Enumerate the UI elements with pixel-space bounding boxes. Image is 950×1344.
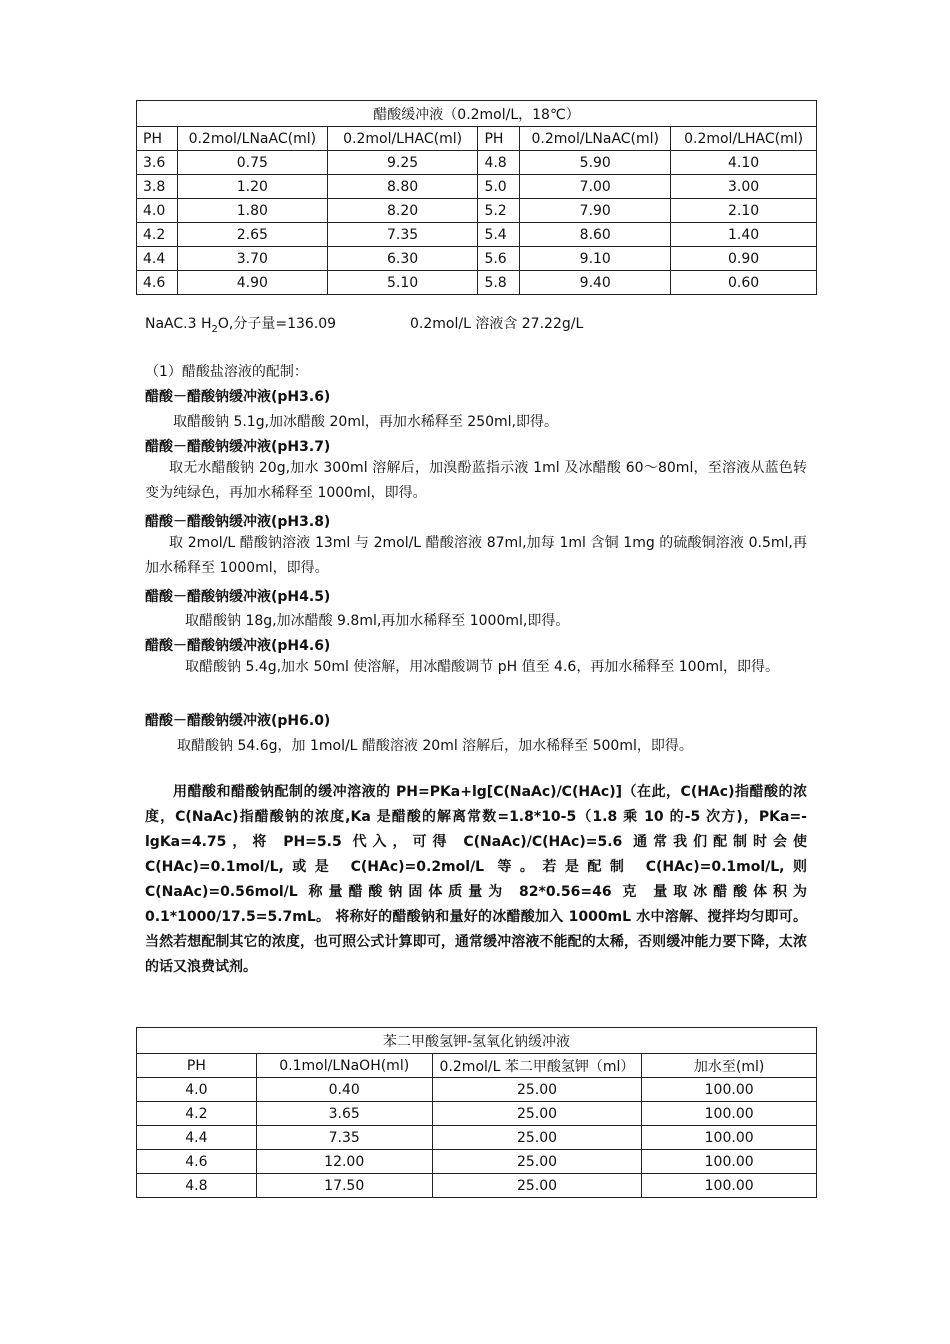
table-cell: 4.4: [137, 1126, 257, 1150]
table-cell: 4.10: [671, 151, 817, 175]
table-cell: 8.60: [520, 223, 671, 247]
table-cell: 2.65: [177, 223, 327, 247]
table-row: [137, 1150, 817, 1174]
table-cell: 3.65: [256, 1102, 432, 1126]
molecular-weight-note: [145, 313, 336, 335]
table-row: [137, 199, 817, 223]
table-cell: 5.90: [520, 151, 671, 175]
table-cell: 5.6: [478, 247, 520, 271]
table-cell: 25.00: [432, 1126, 642, 1150]
table-cell: 17.50: [256, 1174, 432, 1198]
table-cell: 0.75: [177, 151, 327, 175]
table-header-row: [137, 1054, 817, 1078]
table-cell: 5.8: [478, 271, 520, 295]
table-cell: 100.00: [642, 1150, 817, 1174]
recipe-text: 取醋酸钠 18g,加冰醋酸 9.8ml,再加水稀释至 1000ml,即得。: [185, 613, 570, 629]
table-cell: 25.00: [432, 1174, 642, 1198]
table-cell: 4.0: [137, 199, 178, 223]
header-cell: PH: [478, 127, 520, 151]
table-row: [137, 271, 817, 295]
table-cell: 100.00: [642, 1174, 817, 1198]
table-cell: 3.6: [137, 151, 178, 175]
table-cell: 100.00: [642, 1102, 817, 1126]
table-cell: 4.6: [137, 1150, 257, 1174]
table-caption: 醋酸缓冲液（0.2mol/L，18℃）: [137, 101, 817, 127]
section-title: （1）醋酸盐溶液的配制：: [145, 364, 308, 380]
table-cell: 4.4: [137, 247, 178, 271]
acetate-buffer-table: [136, 100, 817, 295]
table-cell: 0.40: [256, 1078, 432, 1102]
header-cell: 0.2mol/LNaAC(ml): [520, 127, 671, 151]
table-cell: 7.35: [256, 1126, 432, 1150]
table-cell: 4.2: [137, 223, 178, 247]
table-cell: 100.00: [642, 1126, 817, 1150]
table-cell: 7.90: [520, 199, 671, 223]
table-cell: 7.35: [327, 223, 478, 247]
table-cell: 3.8: [137, 175, 178, 199]
table-row: [137, 1126, 817, 1150]
recipe-text: 取无水醋酸钠 20g,加水 300ml 溶解后，加溴酚蓝指示液 1ml 及冰醋酸 60～80ml，至溶液从蓝色转变为纯绿色，再加水稀释至 1000ml，即得。: [145, 460, 807, 501]
table-cell: 4.6: [137, 271, 178, 295]
note-subscript: 2: [211, 323, 218, 335]
table-cell: 12.00: [256, 1150, 432, 1174]
table-cell: 9.10: [520, 247, 671, 271]
header-cell: 0.2mol/LHAC(ml): [327, 127, 478, 151]
recipe-text: 取醋酸钠 54.6g，加 1mol/L 醋酸溶液 20ml 溶解后，加水稀释至 500ml，即得。: [177, 738, 693, 754]
table-cell: 2.10: [671, 199, 817, 223]
table-cell: 100.00: [642, 1078, 817, 1102]
note-suffix: ,分子量=136.09: [228, 316, 337, 332]
table-cell: 3.00: [671, 175, 817, 199]
table-cell: 25.00: [432, 1150, 642, 1174]
table-cell: 4.8: [137, 1174, 257, 1198]
table-cell: 5.10: [327, 271, 478, 295]
recipe-heading: 醋酸－醋酸钠缓冲液(pH4.5): [145, 589, 331, 605]
note-mid: O: [217, 316, 229, 332]
concentration-note: 0.2mol/L 溶液含 27.22g/L: [410, 316, 584, 332]
table-cell: 7.00: [520, 175, 671, 199]
recipe-heading: 醋酸－醋酸钠缓冲液(pH3.7): [145, 439, 331, 455]
table-cell: 6.30: [327, 247, 478, 271]
table-cell: 25.00: [432, 1078, 642, 1102]
table-cell: 8.80: [327, 175, 478, 199]
table-row: [137, 223, 817, 247]
table-row: [137, 1102, 817, 1126]
table-row: [137, 1174, 817, 1198]
table-cell: 4.90: [177, 271, 327, 295]
header-cell: 0.2mol/LNaAC(ml): [177, 127, 327, 151]
table-cell: 9.40: [520, 271, 671, 295]
table-cell: 4.2: [137, 1102, 257, 1126]
recipe-heading: 醋酸－醋酸钠缓冲液(pH4.6): [145, 638, 331, 654]
table-cell: 8.20: [327, 199, 478, 223]
table-cell: 4.0: [137, 1078, 257, 1102]
recipe-text: 取醋酸钠 5.1g,加冰醋酸 20ml，再加水稀释至 250ml,即得。: [173, 414, 558, 430]
table-row: [137, 247, 817, 271]
table-row: [137, 1078, 817, 1102]
table-cell: 1.40: [671, 223, 817, 247]
header-cell: 0.1mol/LNaOH(ml): [256, 1054, 432, 1078]
recipe-text: 取醋酸钠 5.4g,加水 50ml 使溶解，用冰醋酸调节 pH 值至 4.6，再加水稀释至 100ml，即得。: [185, 659, 780, 675]
table-cell: 5.2: [478, 199, 520, 223]
phthalate-buffer-table: [136, 1027, 817, 1198]
table-cell: 25.00: [432, 1102, 642, 1126]
header-cell: PH: [137, 127, 178, 151]
table-cell: 0.90: [671, 247, 817, 271]
table-row: [137, 151, 817, 175]
recipe-text: 取 2mol/L 醋酸钠溶液 13ml 与 2mol/L 醋酸溶液 87ml,加每 1ml 含铜 1mg 的硫酸铜溶液 0.5ml,再加水稀释至 1000ml，即得。: [145, 535, 807, 576]
recipe-heading: 醋酸－醋酸钠缓冲液(pH3.6): [145, 389, 331, 405]
table-row: [137, 175, 817, 199]
table-cell: 5.4: [478, 223, 520, 247]
table-cell: 4.8: [478, 151, 520, 175]
recipe-heading: 醋酸－醋酸钠缓冲液(pH3.8): [145, 514, 331, 530]
ph-formula-paragraph: 用醋酸和醋酸钠配制的缓冲溶液的 PH=PKa+lg[C(NaAc)/C(HAc)]（在此，C(HAc)指醋酸的浓度，C(NaAc)指醋酸钠的浓度,Ka 是醋酸的解离常数=1.8*10-5（1.8 乘 10 的-5 次方)，PKa=-lgKa=4.75，将 PH=5.5 代入，可得 C(NaAc)/C(HAc)=5.6 通常我们配制时会使 C(HAc)=0.1mol/L,或是 C(HAc)=0.2mol/L 等。若是配制 C(HAc)=0.1mol/L,则 C(NaAc)=0.56mol/L 称量醋酸钠固体质量为 82*0.56=46 克 量取冰醋酸体积为 0.1*1000/17.5=5.7mL。 将称好的醋酸钠和量好的冰醋酸加入 1000mL 水中溶解、搅拌均匀即可。当然若想配制其它的浓度，也可照公式计算即可，通常缓冲溶液不能配的太稀，否则缓冲能力要下降，太浓的话又浪费试剂。: [145, 784, 807, 975]
header-cell: 0.2mol/LHAC(ml): [671, 127, 817, 151]
table-header-row: [137, 127, 817, 151]
recipe-heading: 醋酸－醋酸钠缓冲液(pH6.0): [145, 713, 331, 729]
header-cell: PH: [137, 1054, 257, 1078]
note-prefix: NaAC.3 H: [145, 316, 212, 332]
header-cell: 0.2mol/L 苯二甲酸氢钾（ml）: [432, 1054, 642, 1078]
header-cell: 加水至(ml): [642, 1054, 817, 1078]
table-cell: 9.25: [327, 151, 478, 175]
table-caption: 苯二甲酸氢钾-氢氧化钠缓冲液: [137, 1028, 817, 1054]
table-cell: 1.80: [177, 199, 327, 223]
table-cell: 3.70: [177, 247, 327, 271]
table-cell: 5.0: [478, 175, 520, 199]
table-cell: 0.60: [671, 271, 817, 295]
table-cell: 1.20: [177, 175, 327, 199]
